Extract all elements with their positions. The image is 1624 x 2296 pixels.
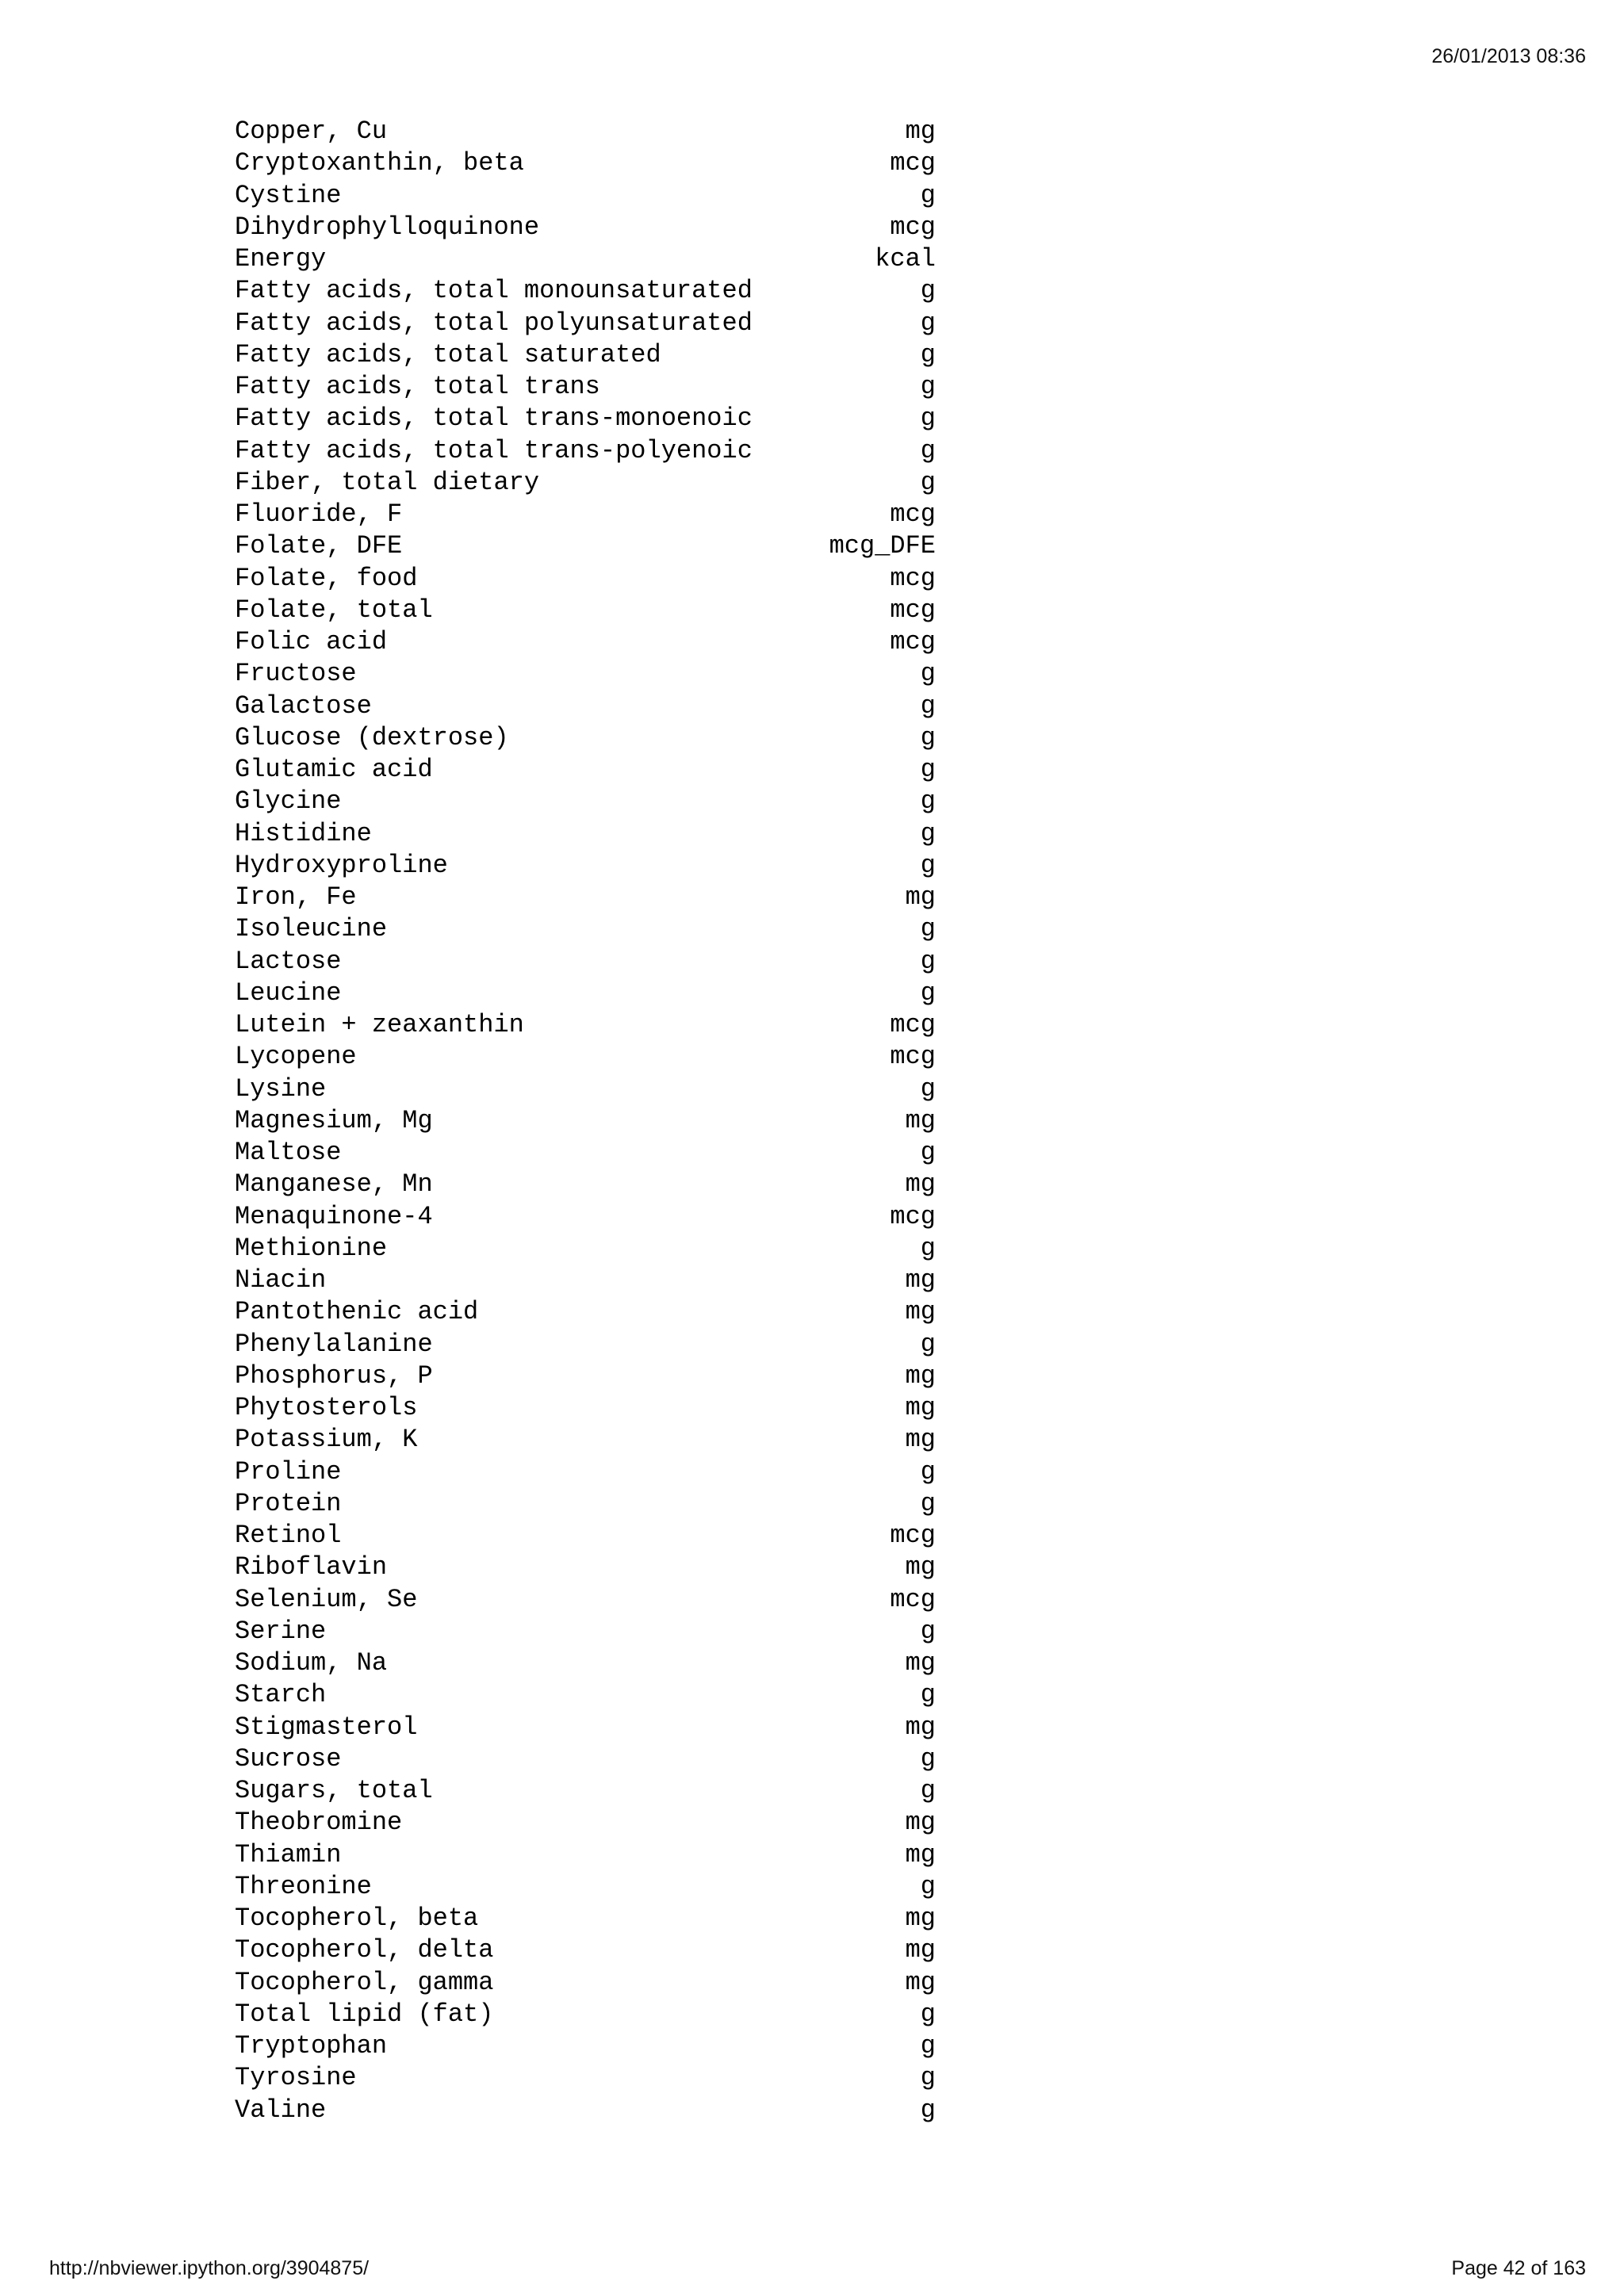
nutrient-name: Isoleucine [235, 914, 388, 944]
table-row [235, 1360, 936, 1392]
nutrient-name: Selenium, Se [235, 1584, 418, 1614]
nutrient-unit: g [920, 2095, 936, 2125]
nutrient-name: Riboflavin [235, 1552, 388, 1582]
nutrient-name: Folate, DFE [235, 531, 403, 561]
nutrient-unit: mg [905, 1297, 936, 1327]
nutrient-unit: g [920, 1680, 936, 1710]
nutrient-unit: mg [905, 1935, 936, 1965]
table-row [235, 243, 936, 275]
table-row [235, 563, 936, 595]
nutrient-unit: g [920, 818, 936, 848]
nutrient-name: Energy [235, 244, 327, 274]
nutrient-name: Valine [235, 2095, 327, 2125]
table-row [235, 180, 936, 212]
nutrient-unit: mg [905, 1967, 936, 1997]
table-row [235, 1967, 936, 1999]
nutrient-unit: mg [905, 1425, 936, 1455]
nutrient-name: Niacin [235, 1265, 327, 1295]
nutrient-name: Hydroxyproline [235, 850, 448, 880]
nutrient-name: Cryptoxanthin, beta [235, 148, 524, 178]
nutrient-name: Tyrosine [235, 2063, 357, 2093]
table-row [235, 1712, 936, 1743]
nutrient-name: Glutamic acid [235, 755, 433, 784]
nutrient-name: Folic acid [235, 627, 388, 656]
nutrient-unit: mg [905, 1169, 936, 1200]
nutrient-name: Phosphorus, P [235, 1360, 433, 1391]
nutrient-unit: g [920, 691, 936, 721]
nutrient-unit: g [920, 914, 936, 944]
table-row [235, 1233, 936, 1265]
nutrient-name: Glucose (dextrose) [235, 722, 509, 752]
nutrient-name: Fatty acids, total polyunsaturated [235, 308, 753, 338]
nutrient-unit: g [920, 404, 936, 434]
nutrient-unit: g [920, 1073, 936, 1104]
table-row [235, 850, 936, 882]
nutrient-unit: g [920, 1776, 936, 1805]
nutrient-unit: mg [905, 117, 936, 146]
table-row [235, 308, 936, 339]
nutrient-name: Fatty acids, total trans-polyenoic [235, 435, 753, 465]
table-row [235, 1009, 936, 1041]
print-timestamp: 26/01/2013 08:36 [1431, 45, 1586, 67]
nutrient-name: Total lipid (fat) [235, 1999, 494, 2029]
nutrient-unit: g [920, 722, 936, 752]
nutrient-unit: mcg [890, 1201, 936, 1231]
table-row [235, 1424, 936, 1456]
table-row [235, 1041, 936, 1073]
nutrient-name: Lactose [235, 946, 342, 976]
table-row [235, 339, 936, 371]
nutrient-name: Sucrose [235, 1743, 342, 1774]
nutrient-name: Lutein + zeaxanthin [235, 1010, 524, 1039]
table-row [235, 116, 936, 147]
nutrient-unit: g [920, 755, 936, 784]
table-row [235, 1201, 936, 1233]
nutrient-name: Fatty acids, total trans-monoenoic [235, 404, 753, 434]
source-url: http://nbviewer.ipython.org/3904875/ [49, 2257, 370, 2279]
nutrient-unit: mcg [890, 1010, 936, 1039]
table-row [235, 1456, 936, 1488]
table-row [235, 1552, 936, 1583]
table-row [235, 1105, 936, 1137]
nutrient-unit: mcg [890, 1042, 936, 1072]
table-row [235, 691, 936, 722]
table-row [235, 1647, 936, 1679]
table-row [235, 2062, 936, 2094]
nutrient-name: Lycopene [235, 1042, 357, 1072]
nutrient-unit: g [920, 1999, 936, 2029]
table-row [235, 467, 936, 499]
nutrient-name: Theobromine [235, 1808, 403, 1838]
nutrient-unit: mcg [890, 627, 936, 656]
nutrient-name: Leucine [235, 978, 342, 1008]
nutrient-unit: mg [905, 1360, 936, 1391]
table-row [235, 913, 936, 945]
nutrient-name: Folate, total [235, 595, 433, 625]
table-row [235, 403, 936, 434]
nutrient-name: Phenylalanine [235, 1329, 433, 1359]
nutrient-unit-list [235, 116, 936, 2126]
nutrient-unit: mg [905, 1393, 936, 1422]
table-row [235, 2095, 936, 2126]
nutrient-unit: mg [905, 1105, 936, 1135]
nutrient-unit: g [920, 946, 936, 976]
nutrient-unit: mg [905, 882, 936, 912]
nutrient-unit: mcg [890, 1584, 936, 1614]
nutrient-name: Fructose [235, 659, 357, 689]
nutrient-name: Fatty acids, total trans [235, 372, 600, 401]
table-row [235, 1871, 936, 1903]
table-row [235, 1265, 936, 1296]
nutrient-unit: mcg [890, 563, 936, 593]
nutrient-name: Tocopherol, beta [235, 1904, 479, 1933]
nutrient-name: Stigmasterol [235, 1712, 418, 1742]
nutrient-unit: g [920, 850, 936, 880]
table-row [235, 1584, 936, 1616]
nutrient-name: Manganese, Mn [235, 1169, 433, 1200]
nutrient-name: Tocopherol, delta [235, 1935, 494, 1965]
table-row [235, 595, 936, 626]
table-row [235, 786, 936, 817]
nutrient-unit: mg [905, 1712, 936, 1742]
table-row [235, 2030, 936, 2062]
nutrient-name: Fatty acids, total saturated [235, 339, 661, 369]
table-row [235, 1520, 936, 1552]
nutrient-unit: g [920, 467, 936, 497]
nutrient-unit: g [920, 1233, 936, 1263]
table-row [235, 658, 936, 690]
nutrient-unit: g [920, 308, 936, 338]
nutrient-unit: g [920, 1616, 936, 1646]
table-row [235, 1616, 936, 1647]
nutrient-unit: g [920, 339, 936, 369]
table-row [235, 530, 936, 562]
nutrient-unit: mg [905, 1265, 936, 1295]
table-row [235, 1137, 936, 1169]
table-row [235, 1679, 936, 1711]
nutrient-unit: g [920, 1138, 936, 1167]
table-row [235, 882, 936, 913]
nutrient-name: Dihydrophylloquinone [235, 212, 540, 242]
nutrient-name: Potassium, K [235, 1425, 418, 1455]
nutrient-name: Lysine [235, 1073, 327, 1104]
table-row [235, 371, 936, 403]
table-row [235, 754, 936, 786]
nutrient-unit: g [920, 1871, 936, 1901]
table-row [235, 1839, 936, 1871]
nutrient-name: Protein [235, 1488, 342, 1518]
nutrient-unit: g [920, 2031, 936, 2061]
table-row [235, 1169, 936, 1200]
nutrient-unit: mg [905, 1648, 936, 1678]
nutrient-unit: g [920, 2063, 936, 2093]
table-row [235, 1807, 936, 1839]
nutrient-name: Tocopherol, gamma [235, 1967, 494, 1997]
nutrient-name: Fiber, total dietary [235, 467, 540, 497]
nutrient-unit: g [920, 1456, 936, 1487]
table-row [235, 1329, 936, 1360]
nutrient-name: Folate, food [235, 563, 418, 593]
table-row [235, 818, 936, 850]
nutrient-name: Cystine [235, 180, 342, 210]
table-row [235, 212, 936, 243]
table-row [235, 435, 936, 467]
table-row [235, 275, 936, 307]
table-row [235, 1488, 936, 1520]
table-row [235, 499, 936, 530]
nutrient-unit: g [920, 659, 936, 689]
nutrient-unit: mcg [890, 595, 936, 625]
nutrient-name: Galactose [235, 691, 372, 721]
nutrient-unit: mg [905, 1808, 936, 1838]
nutrient-name: Maltose [235, 1138, 342, 1167]
nutrient-unit: g [920, 1329, 936, 1359]
nutrient-name: Histidine [235, 818, 372, 848]
nutrient-name: Phytosterols [235, 1393, 418, 1422]
nutrient-name: Magnesium, Mg [235, 1105, 433, 1135]
nutrient-unit: mcg [890, 212, 936, 242]
table-row [235, 978, 936, 1009]
nutrient-unit: g [920, 1743, 936, 1774]
nutrient-unit: mcg [890, 499, 936, 529]
nutrient-unit: mg [905, 1552, 936, 1582]
table-row [235, 1073, 936, 1105]
nutrient-name: Serine [235, 1616, 327, 1646]
nutrient-name: Retinol [235, 1521, 342, 1550]
nutrient-unit: g [920, 1488, 936, 1518]
nutrient-name: Glycine [235, 786, 342, 817]
nutrient-unit: g [920, 978, 936, 1008]
table-row [235, 722, 936, 754]
nutrient-name: Sugars, total [235, 1776, 433, 1805]
nutrient-name: Thiamin [235, 1839, 342, 1869]
nutrient-name: Proline [235, 1456, 342, 1487]
page-number: Page 42 of 163 [1451, 2257, 1586, 2279]
nutrient-name: Pantothenic acid [235, 1297, 479, 1327]
nutrient-unit: mcg [890, 148, 936, 178]
nutrient-unit: mcg [890, 1521, 936, 1550]
nutrient-name: Menaquinone-4 [235, 1201, 433, 1231]
nutrient-unit: mg [905, 1839, 936, 1869]
table-row [235, 1775, 936, 1807]
table-row [235, 1392, 936, 1424]
nutrient-name: Fluoride, F [235, 499, 403, 529]
table-row [235, 946, 936, 978]
table-row [235, 1296, 936, 1328]
table-row [235, 1999, 936, 2030]
table-row [235, 1903, 936, 1934]
nutrient-name: Threonine [235, 1871, 372, 1901]
table-row [235, 626, 936, 658]
nutrient-name: Copper, Cu [235, 117, 388, 146]
table-row [235, 1934, 936, 1966]
table-row [235, 147, 936, 179]
nutrient-name: Methionine [235, 1233, 388, 1263]
nutrient-unit: kcal [875, 244, 936, 274]
nutrient-name: Sodium, Na [235, 1648, 388, 1678]
nutrient-unit: g [920, 372, 936, 401]
nutrient-unit: g [920, 276, 936, 306]
nutrient-unit: mg [905, 1904, 936, 1933]
nutrient-name: Iron, Fe [235, 882, 357, 912]
nutrient-unit: g [920, 180, 936, 210]
nutrient-unit: g [920, 435, 936, 465]
nutrient-name: Starch [235, 1680, 327, 1710]
nutrient-unit: g [920, 786, 936, 817]
nutrient-name: Fatty acids, total monounsaturated [235, 276, 753, 306]
table-row [235, 1743, 936, 1775]
nutrient-name: Tryptophan [235, 2031, 388, 2061]
nutrient-unit: mcg_DFE [829, 531, 936, 561]
